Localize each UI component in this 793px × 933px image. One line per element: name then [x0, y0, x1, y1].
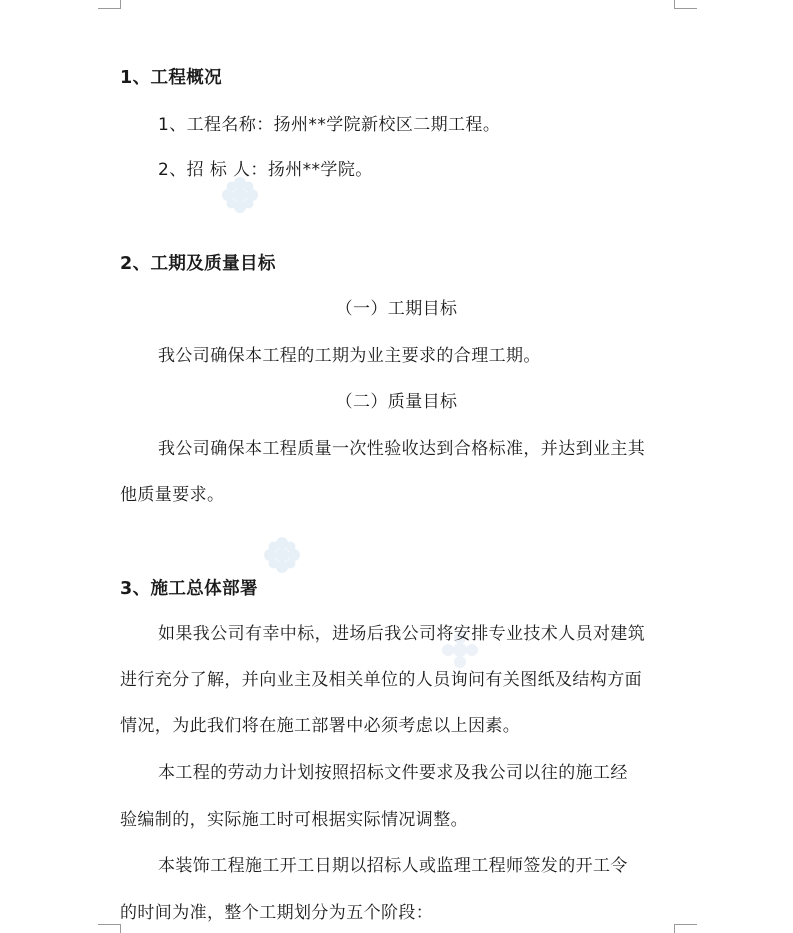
page-corner-mark-top-right: [674, 0, 697, 9]
section-2-heading: 2、工期及质量目标: [120, 254, 276, 274]
deployment-paragraph-1-line1: 如果我公司有幸中标，进场后我公司将安排专业技术人员对建筑: [158, 624, 646, 644]
schedule-goal-title: （一）工期目标: [335, 299, 458, 319]
deployment-paragraph-3-line2: 的时间为准，整个工期划分为五个阶段：: [120, 903, 434, 923]
deployment-paragraph-1-line2: 进行充分了解，并向业主及相关单位的人员询问有关图纸及结构方面: [120, 670, 642, 690]
watermark-flower-icon: [262, 535, 302, 575]
section-3-heading: 3、施工总体部署: [120, 579, 258, 599]
tenderer-line: 2、招 标 人：扬州**学院。: [158, 160, 373, 180]
page-corner-mark-top-left: [98, 0, 121, 9]
deployment-paragraph-1-line3: 情况，为此我们将在施工部署中必须考虑以上因素。: [120, 716, 521, 736]
deployment-paragraph-2-line1: 本工程的劳动力计划按照招标文件要求及我公司以往的施工经: [158, 763, 628, 783]
schedule-goal-text: 我公司确保本工程的工期为业主要求的合理工期。: [158, 346, 541, 366]
section-1-heading: 1、工程概况: [120, 68, 223, 88]
quality-goal-title: （二）质量目标: [335, 392, 458, 412]
quality-goal-text-line1: 我公司确保本工程质量一次性验收达到合格标准，并达到业主其: [158, 439, 646, 459]
quality-goal-text-line2: 他质量要求。: [120, 485, 225, 505]
watermark-flower-icon: [220, 175, 260, 215]
deployment-paragraph-3-line1: 本装饰工程施工开工日期以招标人或监理工程师签发的开工令: [158, 856, 628, 876]
project-name-line: 1、工程名称：扬州**学院新校区二期工程。: [158, 115, 501, 135]
deployment-paragraph-2-line2: 验编制的，实际施工时可根据实际情况调整。: [120, 810, 468, 830]
